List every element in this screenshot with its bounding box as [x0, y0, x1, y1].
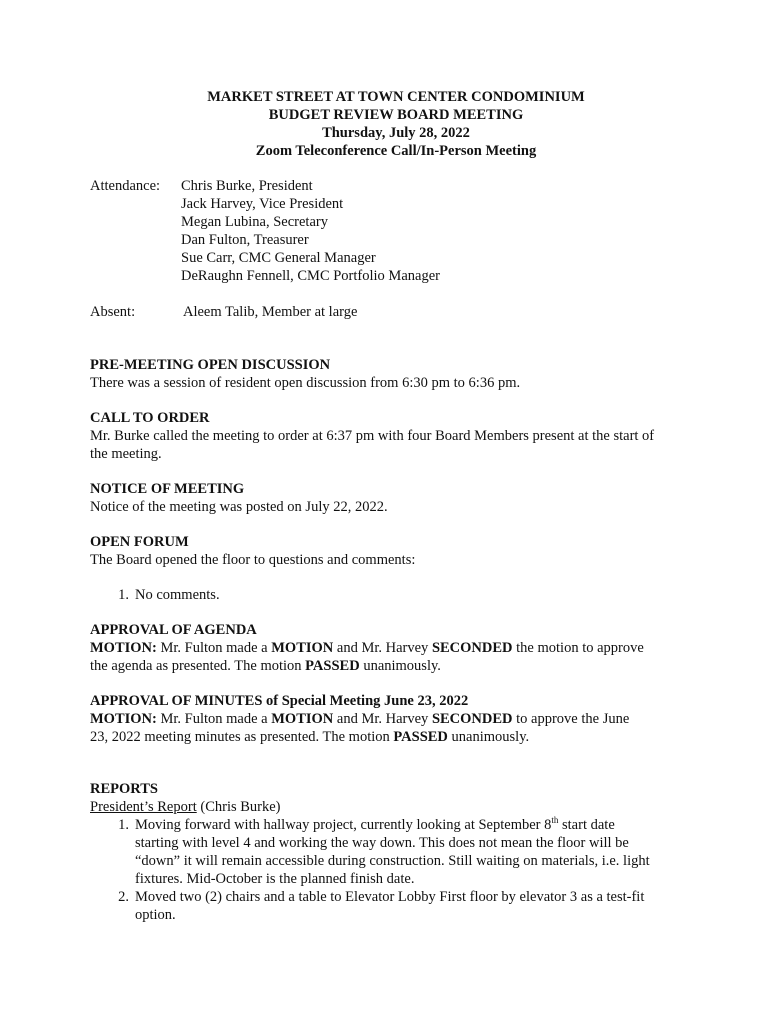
- motion-text: unanimously.: [447, 729, 530, 745]
- motion-word: MOTION: [271, 640, 334, 656]
- list-item-text-part: option.: [135, 907, 176, 923]
- list-item: [90, 888, 690, 924]
- list-item-text: [135, 816, 690, 888]
- motion-text: and Mr. Harvey: [333, 711, 432, 727]
- attendee: Dan Fulton, Treasurer: [181, 232, 309, 248]
- attendee: Jack Harvey, Vice President: [181, 196, 344, 212]
- reports-heading: REPORTS: [90, 781, 158, 797]
- document-page: [90, 88, 690, 924]
- motion-label: MOTION:: [90, 640, 157, 656]
- approval-agenda-motion-line2: [90, 657, 690, 675]
- list-item-text-part: fixtures. Mid-October is the planned finish date.: [135, 871, 415, 887]
- attendance-list: [181, 177, 440, 285]
- passed-word: PASSED: [393, 729, 448, 745]
- presidents-report-title: President’s Report: [90, 799, 197, 815]
- motion-text: the motion to approve: [512, 640, 644, 656]
- motion-word: MOTION: [271, 711, 334, 727]
- notice-heading: NOTICE OF MEETING: [90, 481, 245, 497]
- call-to-order-text-line1: Mr. Burke called the meeting to order at 6:37 pm with four Board Members present at the start of: [90, 428, 655, 444]
- attendance-label: Attendance:: [90, 178, 161, 194]
- approval-agenda-heading: APPROVAL OF AGENDA: [90, 622, 257, 638]
- absent-block: [90, 303, 690, 321]
- call-to-order-text-line2: the meeting.: [90, 446, 162, 462]
- list-item-number: 2.: [118, 889, 129, 905]
- list-item-text: No comments.: [135, 587, 220, 603]
- list-item-text-part: start date: [558, 817, 615, 833]
- notice-section: [90, 480, 690, 516]
- motion-text: unanimously.: [359, 658, 441, 674]
- list-item-text-part: Moved two (2) chairs and a table to Elevator Lobby First floor by elevator 3 as a test-fit: [135, 889, 645, 905]
- header-meeting-type: BUDGET REVIEW BOARD MEETING: [268, 107, 524, 123]
- absent-member: Aleem Talib, Member at large: [183, 304, 358, 320]
- list-item-text: [135, 888, 690, 924]
- seconded-word: SECONDED: [431, 640, 513, 656]
- document-header: [90, 88, 690, 160]
- open-forum-heading: OPEN FORUM: [90, 534, 189, 550]
- list-item: [90, 816, 690, 888]
- motion-text: 23, 2022 meeting minutes as presented. The motion: [90, 729, 394, 745]
- attendance-block: [90, 177, 690, 285]
- presidents-report-author: (Chris Burke): [196, 799, 281, 815]
- seconded-word: SECONDED: [431, 711, 513, 727]
- motion-text: Mr. Fulton made a: [156, 711, 272, 727]
- header-location: Zoom Teleconference Call/In-Person Meeting: [255, 143, 537, 159]
- attendee: Sue Carr, CMC General Manager: [181, 250, 376, 266]
- approval-minutes-motion-line2: [90, 728, 690, 746]
- premeeting-section: [90, 356, 690, 392]
- open-forum-text: The Board opened the floor to questions and comments:: [90, 552, 416, 568]
- premeeting-text: There was a session of resident open discussion from 6:30 pm to 6:36 pm.: [90, 375, 521, 391]
- attendee: Chris Burke, President: [181, 178, 313, 194]
- approval-agenda-motion-line1: [90, 639, 690, 657]
- approval-minutes-motion-line1: [90, 710, 690, 728]
- motion-text: Mr. Fulton made a: [156, 640, 272, 656]
- list-item: [90, 586, 690, 604]
- list-item-number: 1.: [118, 587, 129, 603]
- ordinal-suffix: th: [551, 815, 559, 826]
- absent-label: Absent:: [90, 304, 136, 320]
- header-date: Thursday, July 28, 2022: [322, 125, 470, 141]
- notice-text: Notice of the meeting was posted on July 22, 2022.: [90, 499, 388, 515]
- motion-label: MOTION:: [90, 711, 157, 727]
- motion-text: to approve the June: [512, 711, 630, 727]
- attendee: DeRaughn Fennell, CMC Portfolio Manager: [181, 268, 440, 284]
- call-to-order-section: [90, 409, 690, 463]
- premeeting-heading: PRE-MEETING OPEN DISCUSSION: [90, 357, 331, 373]
- motion-text: the agenda as presented. The motion: [90, 658, 306, 674]
- approval-minutes-heading: APPROVAL OF MINUTES of Special Meeting June 23, 2022: [90, 693, 469, 709]
- approval-minutes-section: [90, 692, 690, 746]
- list-item-number: 1.: [118, 817, 129, 833]
- attendee: Megan Lubina, Secretary: [181, 214, 328, 230]
- presidents-report-subheading: [90, 798, 690, 816]
- reports-section: [90, 780, 690, 924]
- call-to-order-heading: CALL TO ORDER: [90, 410, 210, 426]
- header-title: MARKET STREET AT TOWN CENTER CONDOMINIUM: [207, 89, 585, 105]
- list-item-text-part: starting with level 4 and working the way down. This does not mean the floor will be: [135, 835, 629, 851]
- list-item-text-part: “down” it will remain accessible during construction. Still waiting on materials, i.e. light: [135, 853, 650, 869]
- motion-text: and Mr. Harvey: [333, 640, 432, 656]
- approval-agenda-section: [90, 621, 690, 675]
- passed-word: PASSED: [305, 658, 360, 674]
- open-forum-section: [90, 533, 690, 604]
- list-item-text-part: Moving forward with hallway project, currently looking at September 8: [135, 817, 552, 833]
